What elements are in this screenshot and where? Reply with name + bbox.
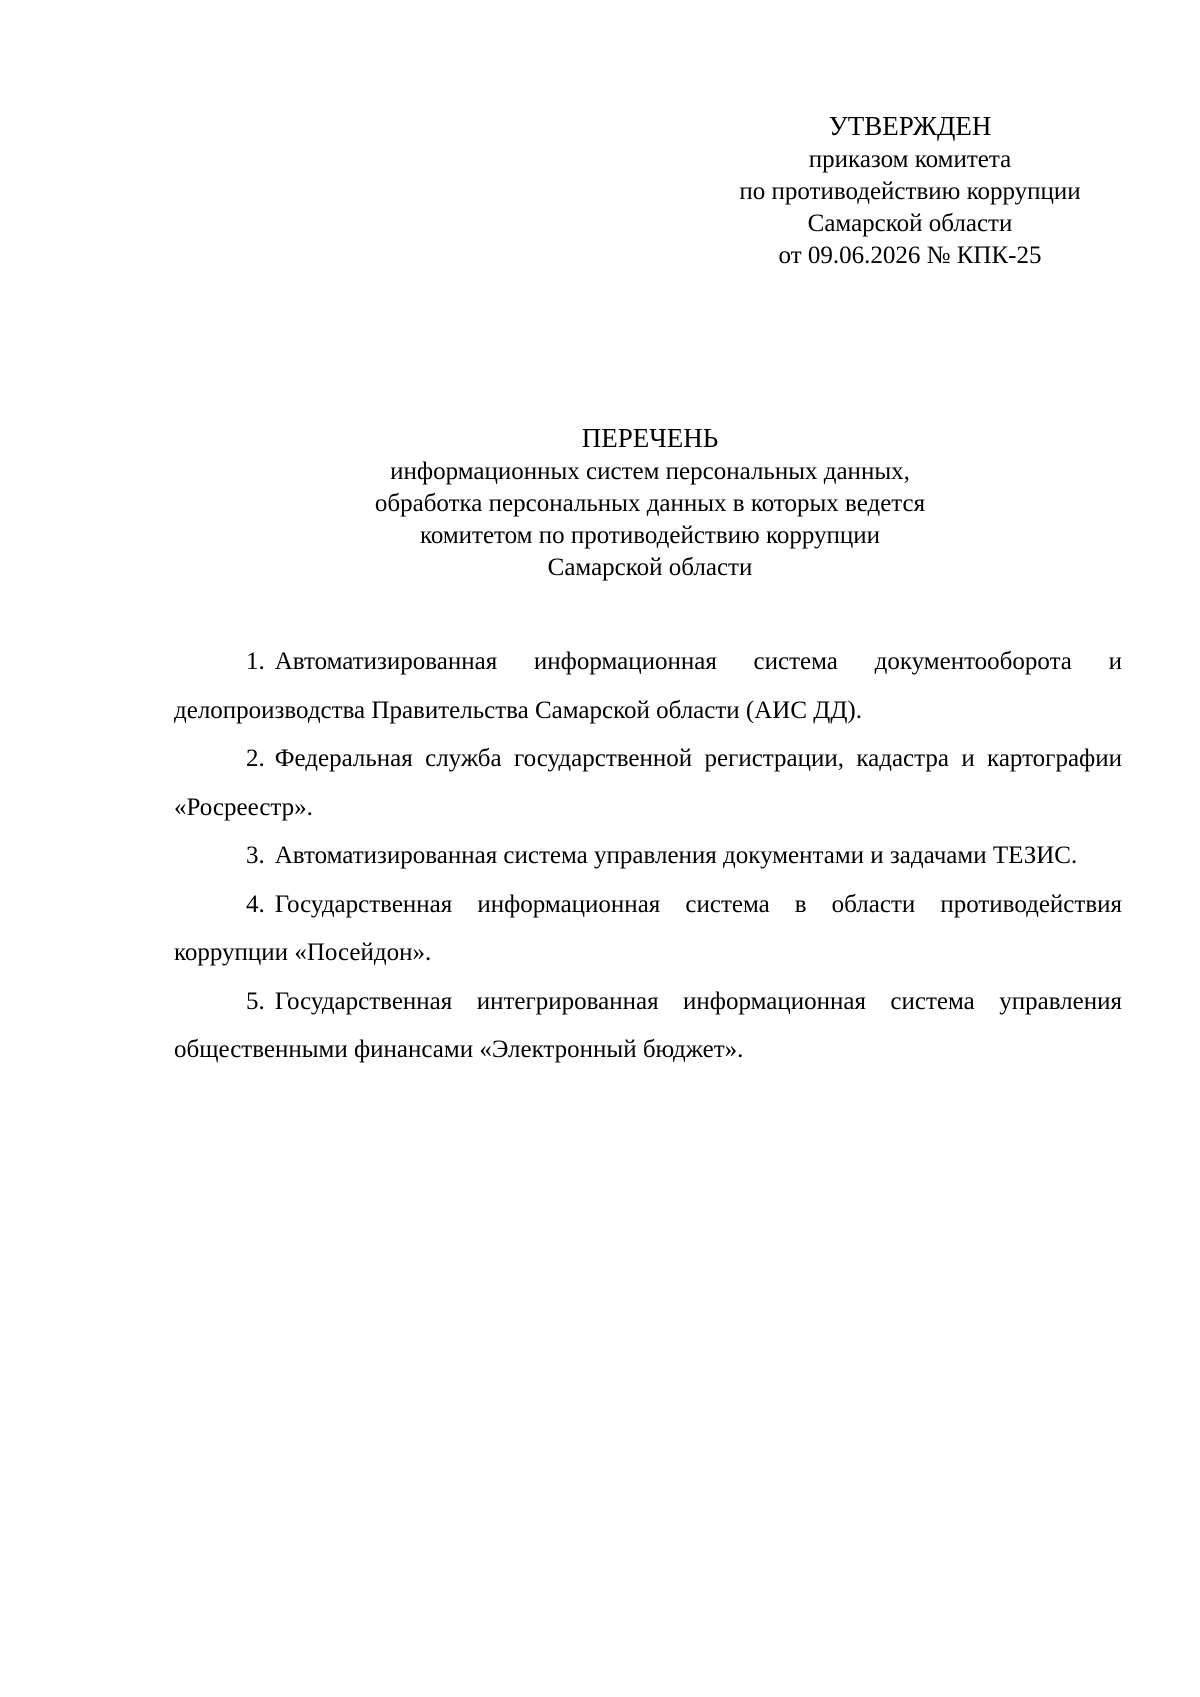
list-item [174,638,1122,735]
list-item-text: Федеральная служба государственной регистрации, кадастра и картографии «Росреестр». [174,745,1122,821]
list-item-number: 5. [246,987,265,1015]
approval-title: УТВЕРЖДЕН [828,111,992,141]
list-item [174,735,1122,832]
list-item-text: Государственная интегрированная информационная система управления общественными финансами «Электронный бюджет». [174,987,1122,1063]
document-subtitle-line-1: информационных систем персональных данных, [390,458,910,485]
systems-list [174,638,1122,1075]
document-heading [200,420,1100,584]
list-item-text: Государственная информационная система в области противодействия коррупции «Посейдон». [174,890,1122,966]
list-item [174,881,1122,978]
list-item [174,832,1122,881]
list-item-number: 3. [246,842,265,869]
approval-line-committee: по противодействию коррупции [739,178,1081,205]
list-item-number: 1. [246,648,265,675]
list-item-number: 4. [246,890,265,918]
approval-line-region: Самарской области [807,210,1013,237]
approval-block [700,108,1120,272]
document-title: ПЕРЕЧЕНЬ [581,423,719,453]
approval-line-date-number: от 09.06.2026 № КПК-25 [778,242,1042,269]
document-subtitle-line-3: комитетом по противодействию коррупции [419,522,881,549]
list-item-number: 2. [246,745,265,772]
list-item-text: Автоматизированная информационная система документооборота и делопроизводства Правительства Самарской области (АИС ДД). [174,648,1122,724]
approval-line-order: приказом комитета [808,146,1012,173]
list-item [174,978,1122,1075]
list-item-text: Автоматизированная система управления документами и задачами ТЕЗИС. [274,842,1078,869]
document-subtitle-line-2: обработка персональных данных в которых ведется [374,490,926,517]
document-subtitle-line-4: Самарской области [547,554,753,581]
